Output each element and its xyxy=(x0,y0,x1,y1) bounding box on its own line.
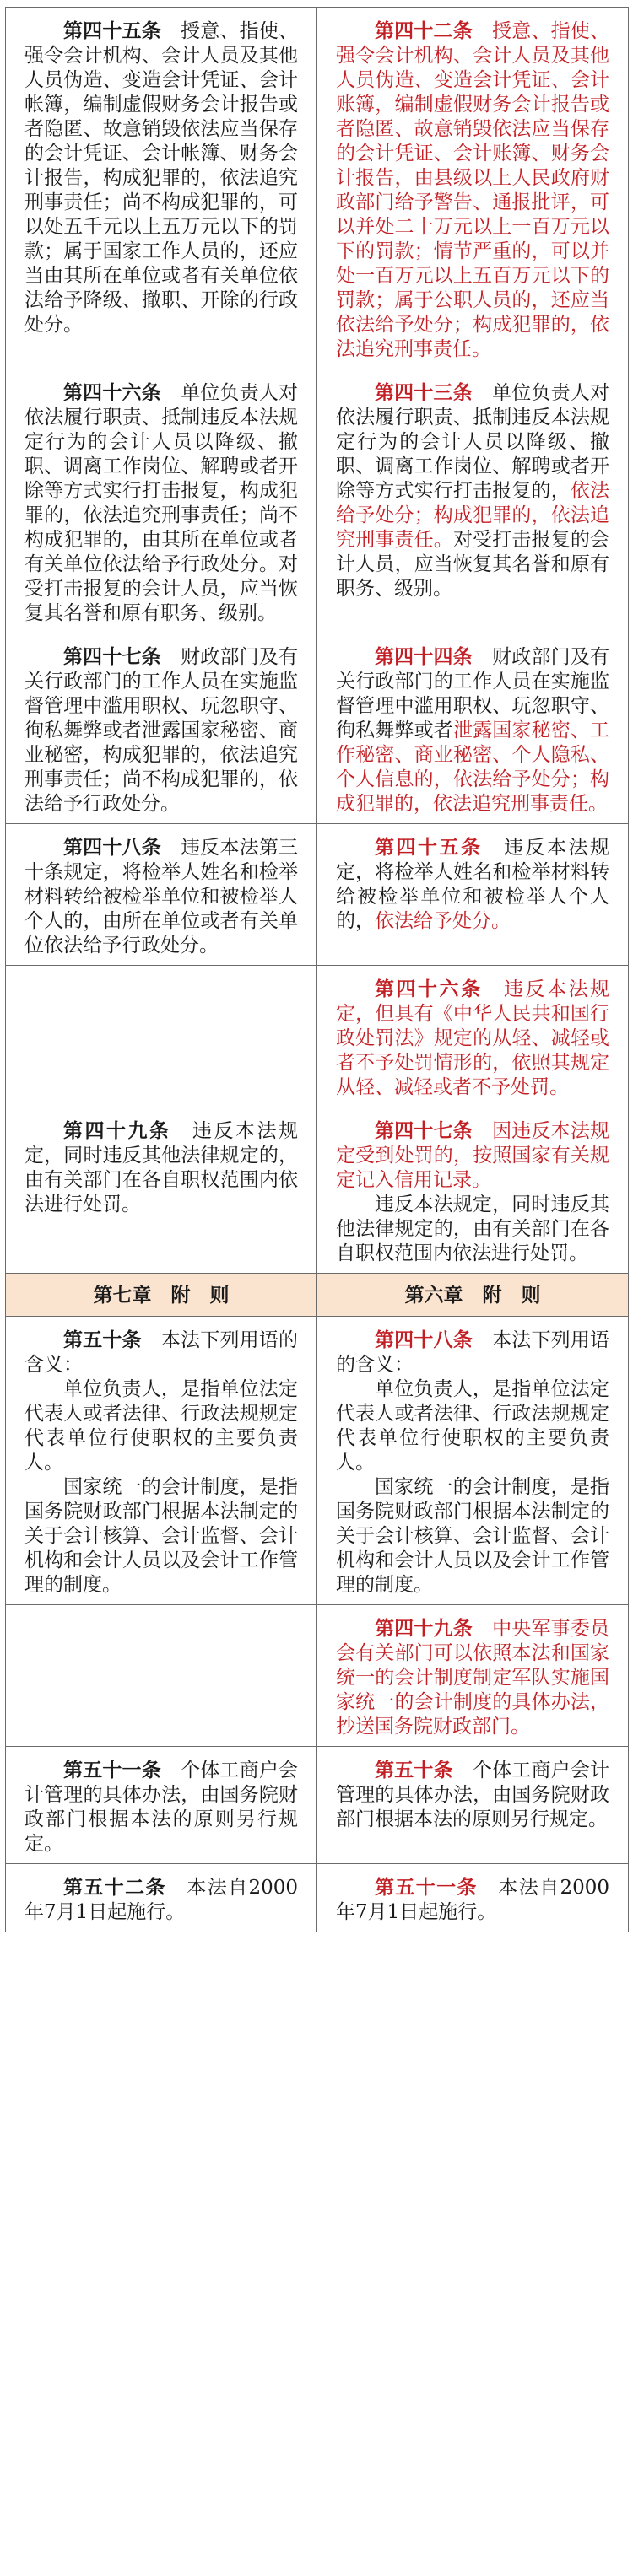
comparison-rows xyxy=(6,8,629,1932)
article-paragraph xyxy=(24,1475,298,1598)
article-paragraph xyxy=(336,978,609,1100)
article-text: 单位负责人，是指单位法定代表人或者法律、行政法规规定代表单位行使职权的主要负责人。 xyxy=(24,1378,298,1474)
article-row xyxy=(6,824,629,966)
article-paragraph xyxy=(24,1876,298,1925)
article-text: 财政部门及有关行政部门的工作人员在实施监督管理中滥用职权、玩忽职守、徇私舞弊或者泄露国家秘密、商业秘密，构成犯罪的，依法追究刑事责任；尚不构成犯罪的，依法给予行政处分。 xyxy=(24,646,299,815)
chapter-heading-old: 第七章 附 则 xyxy=(6,1274,317,1317)
article-text: 财政部门及有关行政部门的工作人员在实施监督管理中滥用职权、玩忽职守、徇私舞弊或者 xyxy=(336,646,610,741)
article-row xyxy=(6,1605,629,1747)
article-text: 国家统一的会计制度，是指国务院财政部门根据本法制定的关于会计核算、会计监督、会计机构和会计人员以及会计工作管理的制度。 xyxy=(336,1476,609,1596)
article-text: 对受打击报复的会计人员，应当恢复其名誉和原有职务、级别。 xyxy=(336,529,610,600)
article-paragraph xyxy=(24,1759,298,1857)
article-paragraph xyxy=(336,1475,609,1598)
chapter-heading-new: 第六章 附 则 xyxy=(317,1274,629,1317)
article-row xyxy=(6,966,629,1107)
article-text: 个体工商户会计管理的具体办法，由国务院财政部门根据本法的原则另行规定。 xyxy=(24,1760,299,1855)
article-paragraph xyxy=(336,1759,609,1832)
amended-article-cell xyxy=(317,1317,629,1605)
amended-article-cell xyxy=(317,1747,629,1864)
article-paragraph xyxy=(24,1119,298,1217)
article-paragraph xyxy=(336,645,609,816)
article-text: 单位负责人对依法履行职责、抵制违反本法规定行为的会计人员以降级、撤职、调离工作岗位、解聘或者开除等方式实行打击报复，构成犯罪的，依法追究刑事责任；尚不构成犯罪的，由其所在单位或者有关单位依法给予行政处分。对受打击报复的会计人员，应当恢复其名誉和原有职务、级别。 xyxy=(24,382,299,624)
article-number: 第四十七条 xyxy=(63,646,161,668)
original-article-cell xyxy=(6,1864,317,1932)
article-number: 第四十五条 xyxy=(375,837,483,859)
article-number: 第四十九条 xyxy=(375,1618,473,1640)
article-paragraph xyxy=(336,836,609,934)
article-text: 本法自2000年7月1日起施行。 xyxy=(336,1877,609,1923)
article-number: 第四十三条 xyxy=(375,382,473,404)
amended-article-cell xyxy=(317,8,629,369)
article-paragraph xyxy=(24,1377,298,1475)
article-number: 第四十四条 xyxy=(375,646,473,668)
article-number: 第四十七条 xyxy=(375,1120,473,1142)
article-text: 授意、指使、强令会计机构、会计人员及其他人员伪造、变造会计凭证、会计帐簿，编制虚假财务会计报告或者隐匿、故意销毁依法应当保存的会计凭证、会计帐簿、财务会计报告，构成犯罪的，依法追究刑事责任；尚不构成犯罪的，可以处五千元以上五万元以下的罚款；属于国家工作人员的，还应当由其所在单位或者有关单位依法给予降级、撤职、开除的行政处分。 xyxy=(24,20,299,336)
article-text: 违反本法规定，同时违反其他法律规定的，由有关部门在各自职权范围内依法进行处罚。 xyxy=(24,1120,298,1215)
article-number: 第四十二条 xyxy=(375,20,473,42)
original-article-cell xyxy=(6,1605,317,1747)
amended-article-cell xyxy=(317,966,629,1107)
article-row xyxy=(6,633,629,824)
article-row xyxy=(6,1864,629,1932)
article-paragraph xyxy=(336,1876,609,1925)
article-number: 第五十二条 xyxy=(63,1877,166,1899)
amended-article-cell xyxy=(317,369,629,633)
article-text: 单位负责人，是指单位法定代表人或者法律、行政法规规定代表单位行使职权的主要负责人。 xyxy=(336,1378,609,1474)
original-article-cell xyxy=(6,8,317,369)
article-text: 个体工商户会计管理的具体办法，由国务院财政部门根据本法的原则另行规定。 xyxy=(336,1760,610,1830)
original-article-cell xyxy=(6,369,317,633)
amended-article-cell xyxy=(317,1864,629,1932)
amended-text: 授意、指使、强令会计机构、会计人员及其他人员伪造、变造会计凭证、会计账簿，编制虚假财务会计报告或者隐匿、故意销毁依法应当保存的会计凭证、会计账簿、财务会计报告，由县级以上人民政府财政部门给予警告、通报批评，可以并处二十万元以上一百万元以下的罚款；情节严重的，可以并处一百万元以上五百万元以下的罚款；属于公职人员的，还应当依法给予处分；构成犯罪的，依法追究刑事责任。 xyxy=(336,20,610,360)
article-number: 第四十八条 xyxy=(63,837,161,859)
article-number: 第四十六条 xyxy=(63,382,161,404)
amended-text: 违反本法规定，但具有《中华人民共和国行政处罚法》规定的从轻、减轻或者不予处罚情形的，依照其规定从轻、减轻或者不予处罚。 xyxy=(336,978,609,1098)
article-text: 本法下列用语的含义： xyxy=(336,1329,610,1376)
article-row xyxy=(6,1317,629,1605)
article-number: 第五十一条 xyxy=(375,1877,478,1899)
amended-text: 依法给予处分；构成犯罪的，依法追究刑事责任。 xyxy=(336,480,610,551)
article-number: 第四十五条 xyxy=(63,20,161,42)
original-article-cell xyxy=(6,824,317,966)
article-text: 违反本法规定，同时违反其他法律规定的，由有关部门在各自职权范围内依法进行处罚。 xyxy=(336,1194,609,1264)
amended-text: 中央军事委员会有关部门可以依照本法和国家统一的会计制度制定军队实施国家统一的会计制度的具体办法，抄送国务院财政部门。 xyxy=(336,1618,610,1738)
article-text: 本法下列用语的含义： xyxy=(24,1329,299,1376)
article-row xyxy=(6,1107,629,1274)
article-text: 本法自2000年7月1日起施行。 xyxy=(24,1877,298,1923)
original-article-cell xyxy=(6,1107,317,1274)
article-paragraph xyxy=(24,19,298,337)
article-paragraph xyxy=(336,381,609,601)
article-number: 第四十八条 xyxy=(375,1329,473,1351)
article-paragraph xyxy=(24,645,298,816)
article-paragraph xyxy=(24,381,298,626)
article-paragraph xyxy=(336,1119,609,1193)
article-text: 违反本法规定，将检举人姓名和检举材料转给被检举单位和被检举人个人的， xyxy=(336,837,609,932)
article-paragraph xyxy=(336,1377,609,1475)
amended-article-cell xyxy=(317,633,629,824)
article-paragraph xyxy=(24,1328,298,1377)
original-article-cell xyxy=(6,966,317,1107)
amended-article-cell xyxy=(317,1605,629,1747)
article-row xyxy=(6,1747,629,1864)
original-article-cell xyxy=(6,1317,317,1605)
amended-text: 因违反本法规定受到处罚的，按照国家有关规定记入信用记录。 xyxy=(336,1120,610,1191)
article-row xyxy=(6,8,629,369)
article-text: 国家统一的会计制度，是指国务院财政部门根据本法制定的关于会计核算、会计监督、会计机构和会计人员以及会计工作管理的制度。 xyxy=(24,1476,298,1596)
law-comparison-table xyxy=(5,7,629,1932)
article-paragraph xyxy=(336,1617,609,1739)
article-row xyxy=(6,369,629,633)
amended-text: 泄露国家秘密、工作秘密、商业秘密、个人隐私、个人信息的，依法给予处分；构成犯罪的，依法追究刑事责任。 xyxy=(336,719,610,815)
article-number: 第四十六条 xyxy=(375,978,483,1000)
amended-text: 依法给予处分。 xyxy=(375,910,511,932)
amended-article-cell xyxy=(317,824,629,966)
article-number: 第四十九条 xyxy=(63,1120,171,1142)
chapter-heading-row xyxy=(6,1274,629,1317)
amended-article-cell xyxy=(317,1107,629,1274)
article-number: 第五十条 xyxy=(375,1760,453,1781)
article-paragraph xyxy=(24,836,298,958)
article-number: 第五十一条 xyxy=(63,1760,161,1781)
article-paragraph xyxy=(336,1193,609,1266)
article-paragraph xyxy=(336,1328,609,1377)
original-article-cell xyxy=(6,633,317,824)
article-paragraph xyxy=(336,19,609,362)
original-article-cell xyxy=(6,1747,317,1864)
article-text: 单位负责人对依法履行职责、抵制违反本法规定行为的会计人员以降级、撤职、调离工作岗位、解聘或者开除等方式实行打击报复的， xyxy=(336,382,610,502)
article-number: 第五十条 xyxy=(63,1329,142,1351)
article-text: 违反本法第三十条规定，将检举人姓名和检举材料转给被检举单位和被检举人个人的，由所在单位或者有关单位依法给予行政处分。 xyxy=(24,837,299,957)
